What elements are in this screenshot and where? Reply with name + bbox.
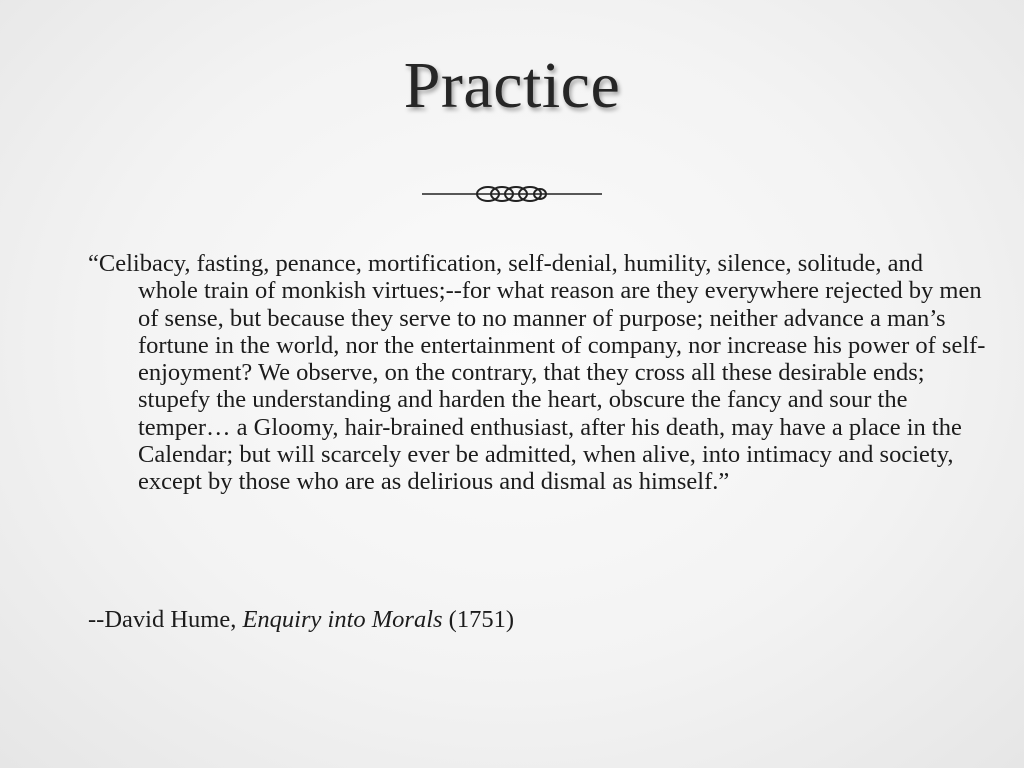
quote-text: “Celibacy, fasting, penance, mortification, self-denial, humility, silence, solitude, and whole train of monkish virtues;--for what reason are they everywhere rejected by men of sense, but because they serve to no manner of purpose; neither advance a man’s fortune in the world, nor the entertainment of company, nor increase his power of self-enjoyment? We observe, on the contrary, that they cross all these desirable ends; stupefy the understanding and harden the heart, obscure the fancy and sour the temper… a Gloomy, hair-brained enthusiast, after his death, may have a place in the Calendar; but will scarcely ever be admitted, when alive, into intimacy and society, except by those who are as delirious and dismal as himself.” (88, 250, 986, 496)
attribution-work: Enquiry into Morals (242, 606, 443, 633)
slide-title: Practice (403, 49, 621, 122)
ornament-divider-icon (422, 180, 602, 208)
attribution-year: (1751) (448, 606, 514, 633)
attribution-author: --David Hume, (88, 606, 237, 633)
attribution (88, 605, 514, 635)
